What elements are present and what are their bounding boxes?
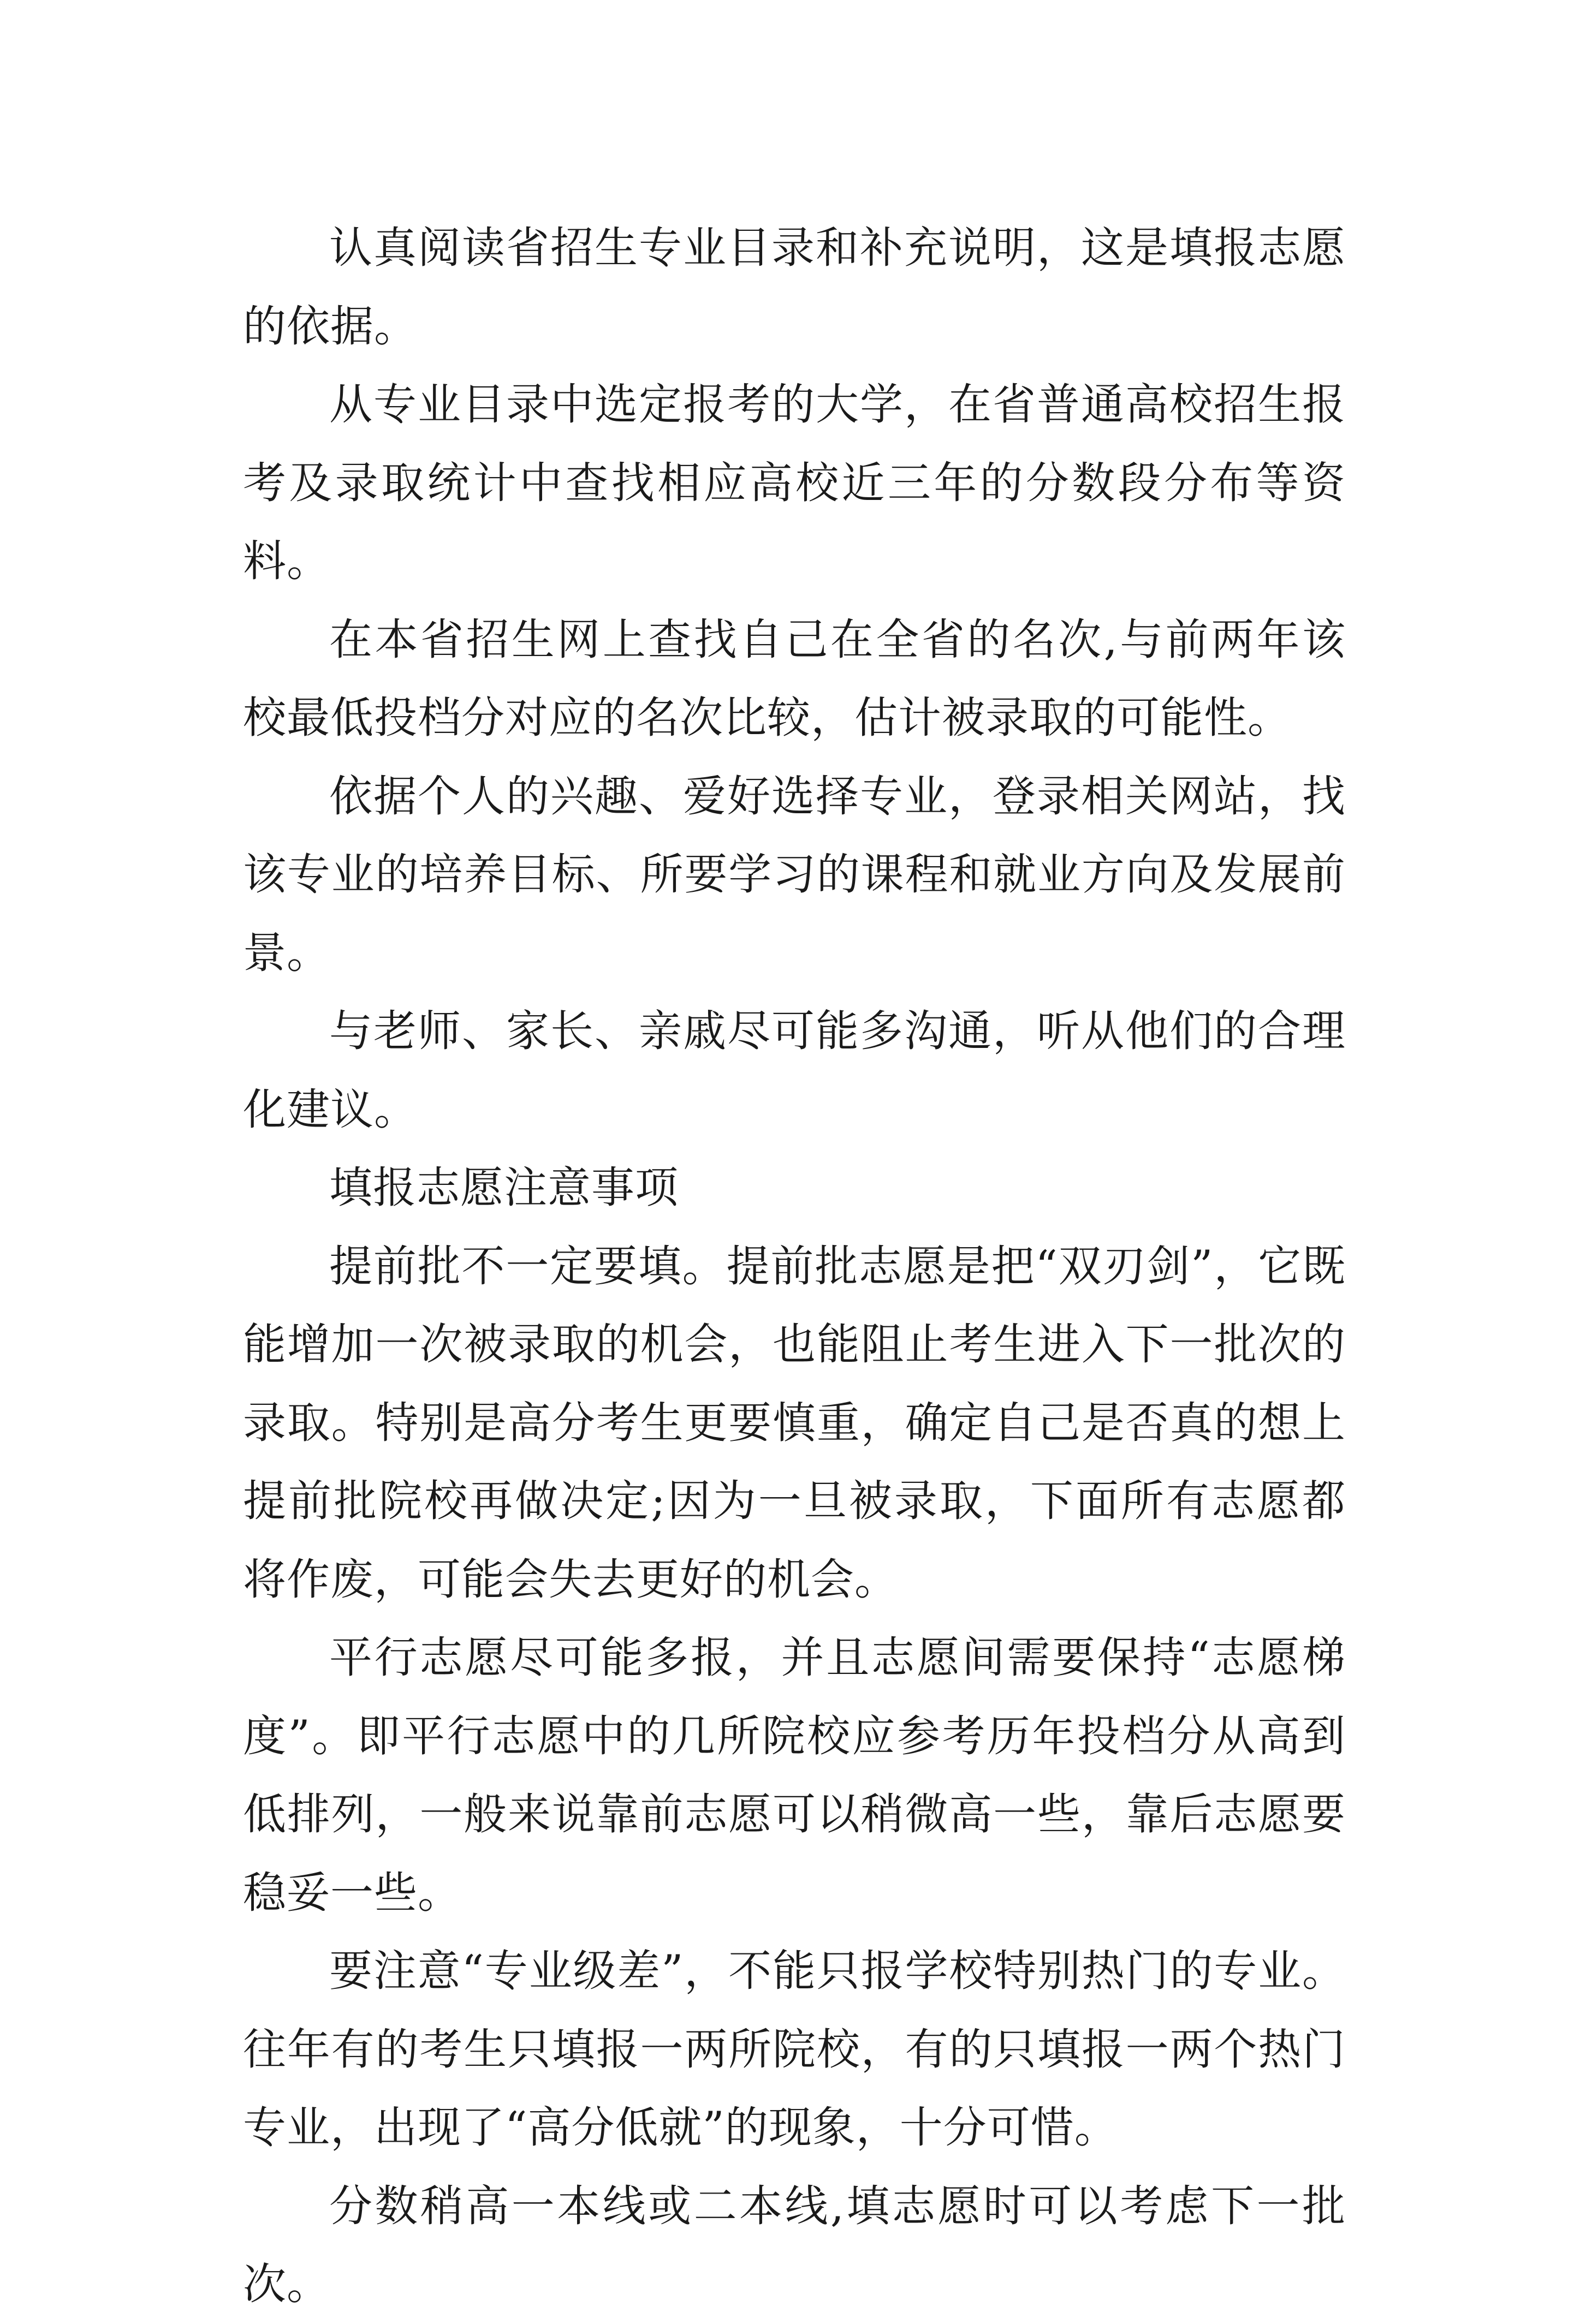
paragraph: 认真阅读省招生专业目录和补充说明，这是填报志愿的依据。	[243, 223, 1346, 351]
paragraph: 平行志愿尽可能多报，并且志愿间需要保持“志愿梯度”。即平行志愿中的几所院校应参考历年投档分从高到低排列，一般来说靠前志愿可以稍微高一些，靠后志愿要稳妥一些。	[243, 1632, 1346, 1918]
paragraph: 从专业目录中选定报考的大学，在省普通高校招生报考及录取统计中查找相应高校近三年的分数段分布等资料。	[243, 379, 1346, 586]
paragraph: 分数稍高一本线或二本线,填志愿时可以考虑下一批次。	[243, 2180, 1346, 2309]
paragraph: 提前批不一定要填。提前批志愿是把“双刃剑”，它既能增加一次被录取的机会，也能阻止考生进入下一批次的录取。特别是高分考生更要慎重，确定自己是否真的想上提前批院校再做决定;因为一旦被录取，下面所有志愿都将作废，可能会失去更好的机会。	[243, 1241, 1346, 1605]
paragraph: 要注意“专业级差”，不能只报学校特别热门的专业。往年有的考生只填报一两所院校，有的只填报一两个热门专业，出现了“高分低就”的现象，十分可惜。	[243, 1946, 1346, 2153]
paragraph: 在本省招生网上查找自己在全省的名次,与前两年该校最低投档分对应的名次比较，估计被录取的可能性。	[243, 614, 1346, 743]
paragraph: 依据个人的兴趣、爱好选择专业，登录相关网站，找该专业的培养目标、所要学习的课程和就业方向及发展前景。	[243, 771, 1346, 978]
paragraph: 与老师、家长、亲戚尽可能多沟通，听从他们的合理化建议。	[243, 1006, 1346, 1135]
document-body	[243, 209, 1346, 2324]
section-heading: 填报志愿注意事项	[329, 1163, 679, 1213]
